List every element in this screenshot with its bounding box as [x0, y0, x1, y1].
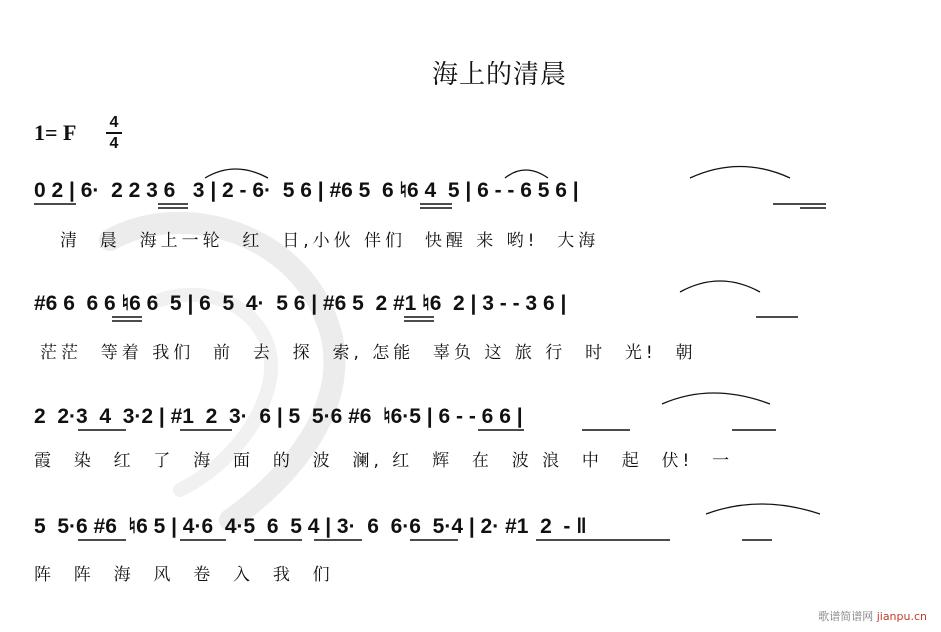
- time-signature-top: 4: [109, 114, 119, 131]
- watermark-site: jianpu.cn: [876, 610, 927, 623]
- lyrics-row-4: 阵 阵 海 风 卷 入 我 们: [34, 565, 334, 585]
- lyrics-row-1: 清 晨 海上一轮 红 日,小伙 伴们 快醒 来 哟! 大海: [60, 231, 600, 251]
- notes-row-2: #6 6 6 6 ♮6 6 5 | 6 5 4· 5 6 | #6 5 2 #1 ♮6 2 | 3 - - 3 6 |: [34, 292, 567, 315]
- notes-row-4: 5 5·6 #6 ♮6 5 | 4·6 4·5 6 5 4 | 3· 6 6·6 5·4 | 2· #1 2 - ‖: [34, 515, 587, 538]
- key-signature: 1= F: [34, 120, 77, 145]
- notes-row-1: 0 2 | 6· 2 2 3 6 3 | 2 - 6· 5 6 | #6 5 6 ♮6 4 5 | 6 - - 6 5 6 |: [34, 179, 579, 202]
- song-title: 海上的清晨: [432, 60, 568, 90]
- watermark-label: 歌谱简谱网: [818, 610, 874, 623]
- tie-mark: [505, 170, 548, 178]
- time-signature-bottom: 4: [109, 135, 119, 152]
- tie-mark: [680, 281, 760, 292]
- lyrics-row-2: 茫茫 等着 我们 前 去 探 索, 怎能 辜负 这 旅 行 时 光! 朝: [40, 343, 697, 363]
- watermark: [818, 608, 927, 624]
- tie-mark: [662, 393, 770, 404]
- tie-mark: [690, 167, 790, 179]
- lyrics-row-3: 霞 染 红 了 海 面 的 波 澜, 红 辉 在 波 浪 中 起 伏! 一: [34, 451, 734, 471]
- notes-row-3: 2 2·3 4 3·2 | #1 2 3· 6 | 5 5·6 #6 ♮6·5 | 6 - - 6 6 |: [34, 405, 523, 428]
- tie-mark: [205, 169, 268, 178]
- tie-mark: [706, 504, 820, 514]
